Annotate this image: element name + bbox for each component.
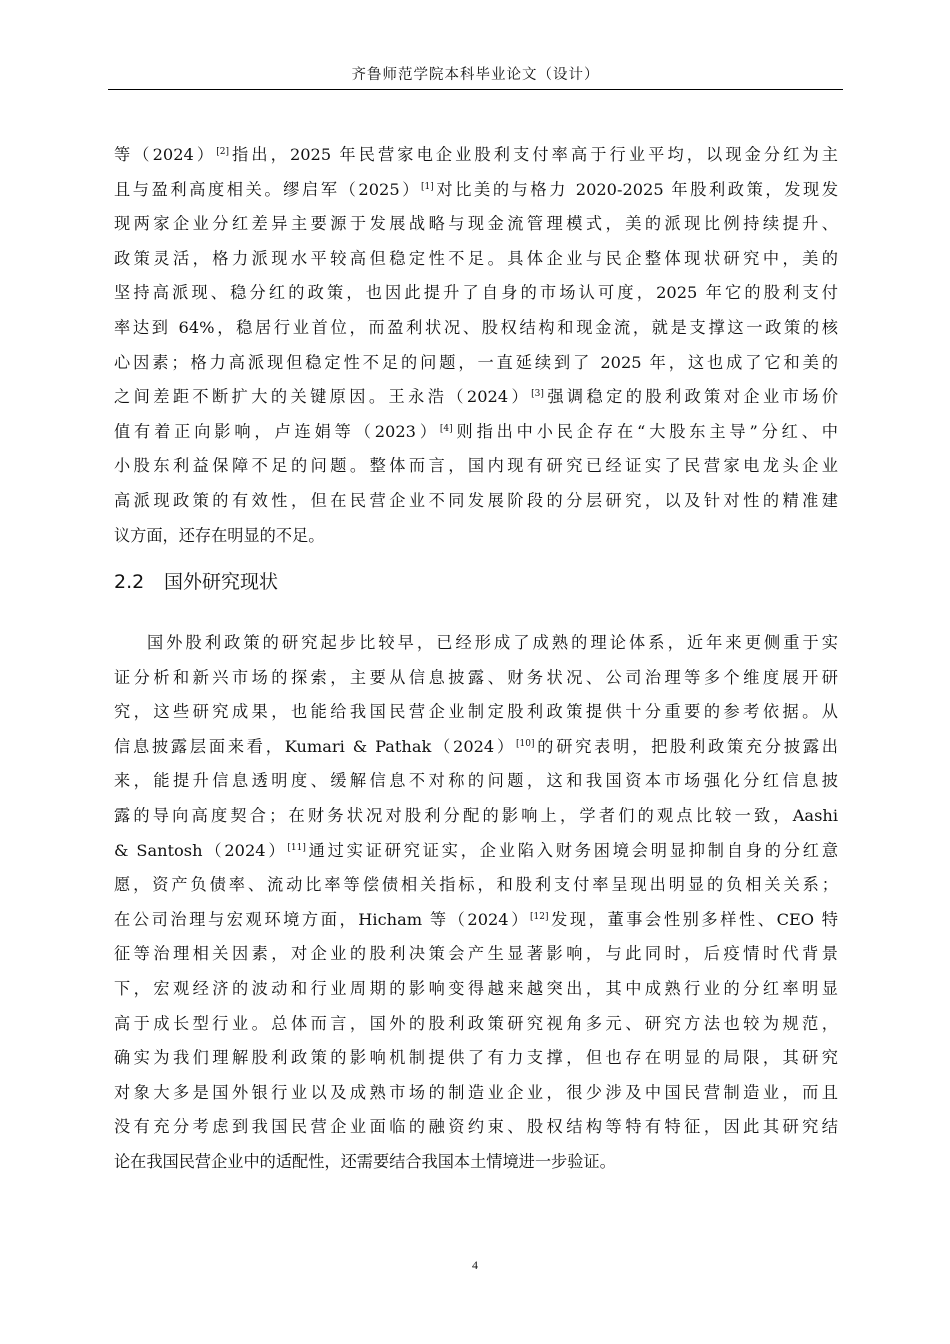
text-segment: 则指出中小民企存在“大股东主导”分红、中 (452, 421, 838, 441)
citation-ref: [3] (531, 389, 544, 400)
text-segment: 愿，资产负债率、流动比率等偿债相关指标，和股利支付率呈现出明显的负相关关系； (114, 875, 838, 895)
text-line (114, 380, 838, 415)
text-segment: 究，这些研究成果，也能给我国民营企业制定股利政策提供十分重要的参考依据。从 (114, 702, 838, 722)
text-segment: 现两家企业分红差异主要源于发展战略与现金流管理模式，美的派现比例持续提升、 (114, 214, 838, 234)
text-line (114, 207, 838, 242)
paragraph-domestic-research (114, 138, 838, 553)
text-segment: 率达到 64%，稳居行业首位，而盈利状况、股权结构和现金流，就是支撑这一政策的核 (114, 317, 838, 337)
text-segment: 高于成长型行业。总体而言，国外的股利政策研究视角多元、研究方法也较为规范， (114, 1013, 838, 1033)
text-segment: 论在我国民营企业中的适配性，还需要结合我国本土情境进一步验证。 (114, 1151, 616, 1171)
text-segment: 在公司治理与宏观环境方面，Hicham 等（2024） (114, 909, 530, 929)
text-line (114, 730, 838, 765)
text-segment: 下，宏观经济的波动和行业周期的影响变得越来越突出，其中成熟行业的分红率明显 (114, 978, 838, 998)
text-line (114, 799, 838, 834)
text-segment: 指出，2025 年民营家电企业股利支付率高于行业平均，以现金分红为主 (228, 145, 838, 164)
text-line (114, 1076, 838, 1111)
text-line (114, 276, 838, 311)
text-segment: 政策灵活，格力派现水平较高但稳定性不足。具体企业与民企整体现状研究中，美的 (114, 248, 838, 268)
text-segment: 露的导向高度契合；在财务状况对股利分配的影响上，学者们的观点比较一致，Aashi (114, 805, 838, 825)
text-segment: 小股东利益保障不足的问题。整体而言，国内现有研究已经证实了民营家电龙头企业 (114, 456, 838, 476)
text-segment: 心因素；格力高派现但稳定性不足的问题，一直延续到了 2025 年，这也成了它和美的 (114, 352, 838, 372)
text-line (114, 346, 838, 381)
header-divider (108, 89, 843, 90)
text-line (114, 1110, 838, 1145)
text-line (114, 484, 838, 519)
text-segment: 通过实证研究证实，企业陷入财务困境会明显抑制自身的分红意 (305, 840, 838, 860)
text-line (114, 173, 838, 208)
text-line (114, 903, 838, 938)
text-line (114, 868, 838, 903)
text-segment: 的研究表明，把股利政策充分披露出 (534, 736, 838, 756)
text-segment: 强调稳定的股利政策对企业市场价 (543, 387, 838, 407)
text-line (114, 834, 838, 869)
text-line (114, 138, 838, 173)
text-segment: 发现，董事会性别多样性、CEO 特 (548, 909, 838, 929)
text-segment: 之间差距不断扩大的关键原因。王永浩（2024） (114, 387, 532, 407)
text-line (114, 519, 838, 554)
text-line (114, 626, 838, 661)
text-line (114, 1041, 838, 1076)
text-segment: 证分析和新兴市场的探索，主要从信息披露、财务状况、公司治理等多个维度展开研 (114, 667, 838, 687)
section-title-text: 国外研究现状 (164, 571, 279, 593)
text-segment: 没有充分考虑到我国民营企业面临的融资约束、股权结构等特有特征，因此其研究结 (114, 1117, 838, 1137)
text-segment: 议方面，还存在明显的不足。 (114, 525, 325, 545)
citation-ref: [11] (287, 842, 306, 853)
section-number: 2.2 (114, 571, 145, 593)
text-line (114, 449, 838, 484)
text-line (114, 695, 838, 730)
page-number: 4 (472, 1258, 478, 1272)
page-header: 齐鲁师范学院本科毕业论文（设计） (351, 67, 600, 83)
citation-ref: [10] (515, 738, 535, 749)
text-segment: 值有着正向影响，卢连娟等（2023） (114, 421, 440, 441)
citation-ref: [2] (216, 147, 229, 157)
text-line (114, 1145, 838, 1180)
text-segment: 对比美的与格力 2020-2025 年股利政策，发现发 (433, 179, 838, 199)
text-segment: 国外股利政策的研究起步比较早，已经形成了成熟的理论体系，近年来更侧重于实 (147, 633, 838, 652)
text-segment: 等（2024） (114, 145, 217, 164)
paragraph-foreign-research (114, 626, 838, 1180)
text-line (114, 764, 838, 799)
citation-ref: [12] (530, 911, 549, 922)
text-line (114, 242, 838, 277)
text-line (114, 937, 838, 972)
citation-ref: [1] (421, 181, 434, 192)
text-line (114, 972, 838, 1007)
text-segment: 确实为我们理解股利政策的影响机制提供了有力支撑，但也存在明显的局限，其研究 (114, 1048, 838, 1068)
section-heading (114, 567, 278, 597)
text-line (114, 1007, 838, 1042)
text-line (114, 415, 838, 450)
text-segment: 征等治理相关因素，对企业的股利决策会产生显著影响，与此同时，后疫情时代背景 (114, 944, 838, 964)
citation-ref: [4] (439, 423, 453, 434)
text-segment: 信息披露层面来看，Kumari & Pathak（2024） (114, 736, 516, 756)
text-segment: 高派现政策的有效性，但在民营企业不同发展阶段的分层研究，以及针对性的精准建 (114, 490, 838, 510)
text-segment: 对象大多是国外银行业以及成熟市场的制造业企业，很少涉及中国民营制造业，而且 (114, 1082, 838, 1102)
text-segment: 且与盈利高度相关。缪启军（2025） (114, 179, 422, 199)
text-line (114, 311, 838, 346)
text-segment: 来，能提升信息透明度、缓解信息不对称的问题，这和我国资本市场强化分红信息披 (114, 771, 838, 791)
text-line (114, 661, 838, 696)
text-segment: & Santosh（2024） (114, 840, 288, 860)
text-segment: 坚持高派现、稳分红的政策，也因此提升了自身的市场认可度，2025 年它的股利支付 (114, 283, 838, 303)
